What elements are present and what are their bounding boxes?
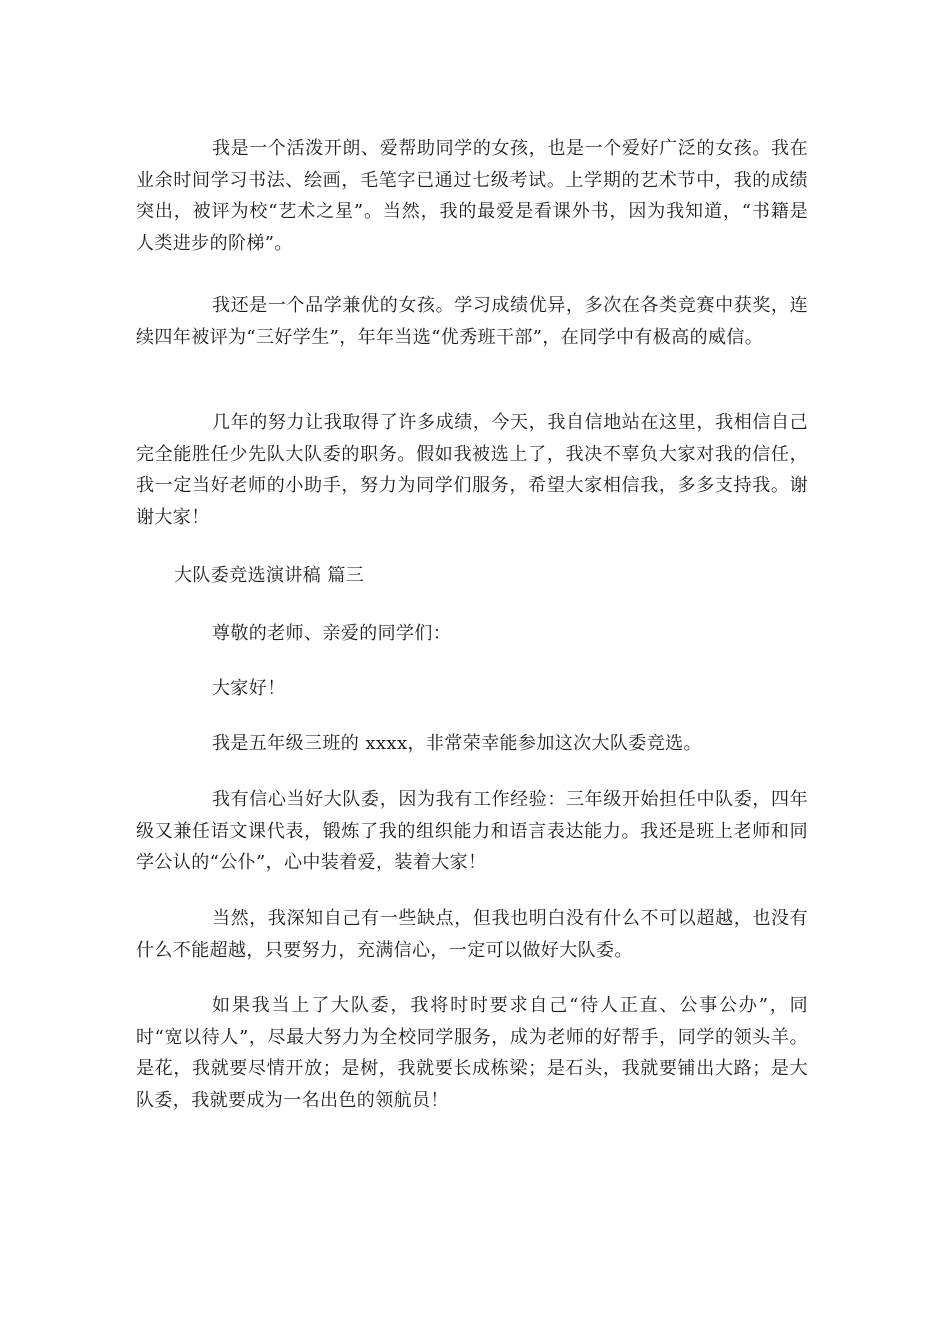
paragraph-greeting: 大家好！ xyxy=(212,678,286,699)
section-heading: 大队委竞选演讲稿 篇三 xyxy=(174,565,365,586)
paragraph-character: 我还是一个品学兼优的女孩。学习成绩优异，多次在各类竞赛中获奖，连续四年被评为“三好学生”，年年当选“优秀班干部”，在同学中有极高的威信。 xyxy=(136,295,808,348)
paragraph-introduction: 我是五年级三班的 xxxx，非常荣幸能参加这次大队委竞选。 xyxy=(212,733,702,754)
paragraph-promise: 如果我当上了大队委，我将时时要求自己“待人正直、公事公办”，同时“宽以待人”，尽最大努力为全校同学服务，成为老师的好帮手，同学的领头羊。是花，我就要尽情开放；是树，我就要长成栋梁；是石头，我就要铺出大路；是大队委，我就要成为一名出色的领航员！ xyxy=(136,995,808,1111)
paragraph-confidence: 几年的努力让我取得了许多成绩，今天，我自信地站在这里，我相信自己完全能胜任少先队大队委的职务。假如我被选上了，我决不辜负大家对我的信任，我一定当好老师的小助手，努力为同学们服务，希望大家相信我，多多支持我。谢谢大家！ xyxy=(136,412,808,528)
paragraph-experience: 我有信心当好大队委，因为我有工作经验：三年级开始担任中队委，四年级又兼任语文课代表，锻炼了我的组织能力和语言表达能力。我还是班上老师和同学公认的“公仆”，心中装着爱，装着大家！ xyxy=(136,789,808,874)
paragraph-shortcomings: 当然，我深知自己有一些缺点，但我也明白没有什么不可以超越，也没有什么不能超越，只要努力，充满信心，一定可以做好大队委。 xyxy=(136,908,808,961)
paragraph-salutation: 尊敬的老师、亲爱的同学们： xyxy=(212,623,452,644)
paragraph-hobbies: 我是一个活泼开朗、爱帮助同学的女孩，也是一个爱好广泛的女孩。我在业余时间学习书法、绘画，毛笔字已通过七级考试。上学期的艺术节中，我的成绩突出，被评为校“艺术之星”。当然，我的最爱是看课外书，因为我知道，“书籍是人类进步的阶梯”。 xyxy=(136,138,808,254)
